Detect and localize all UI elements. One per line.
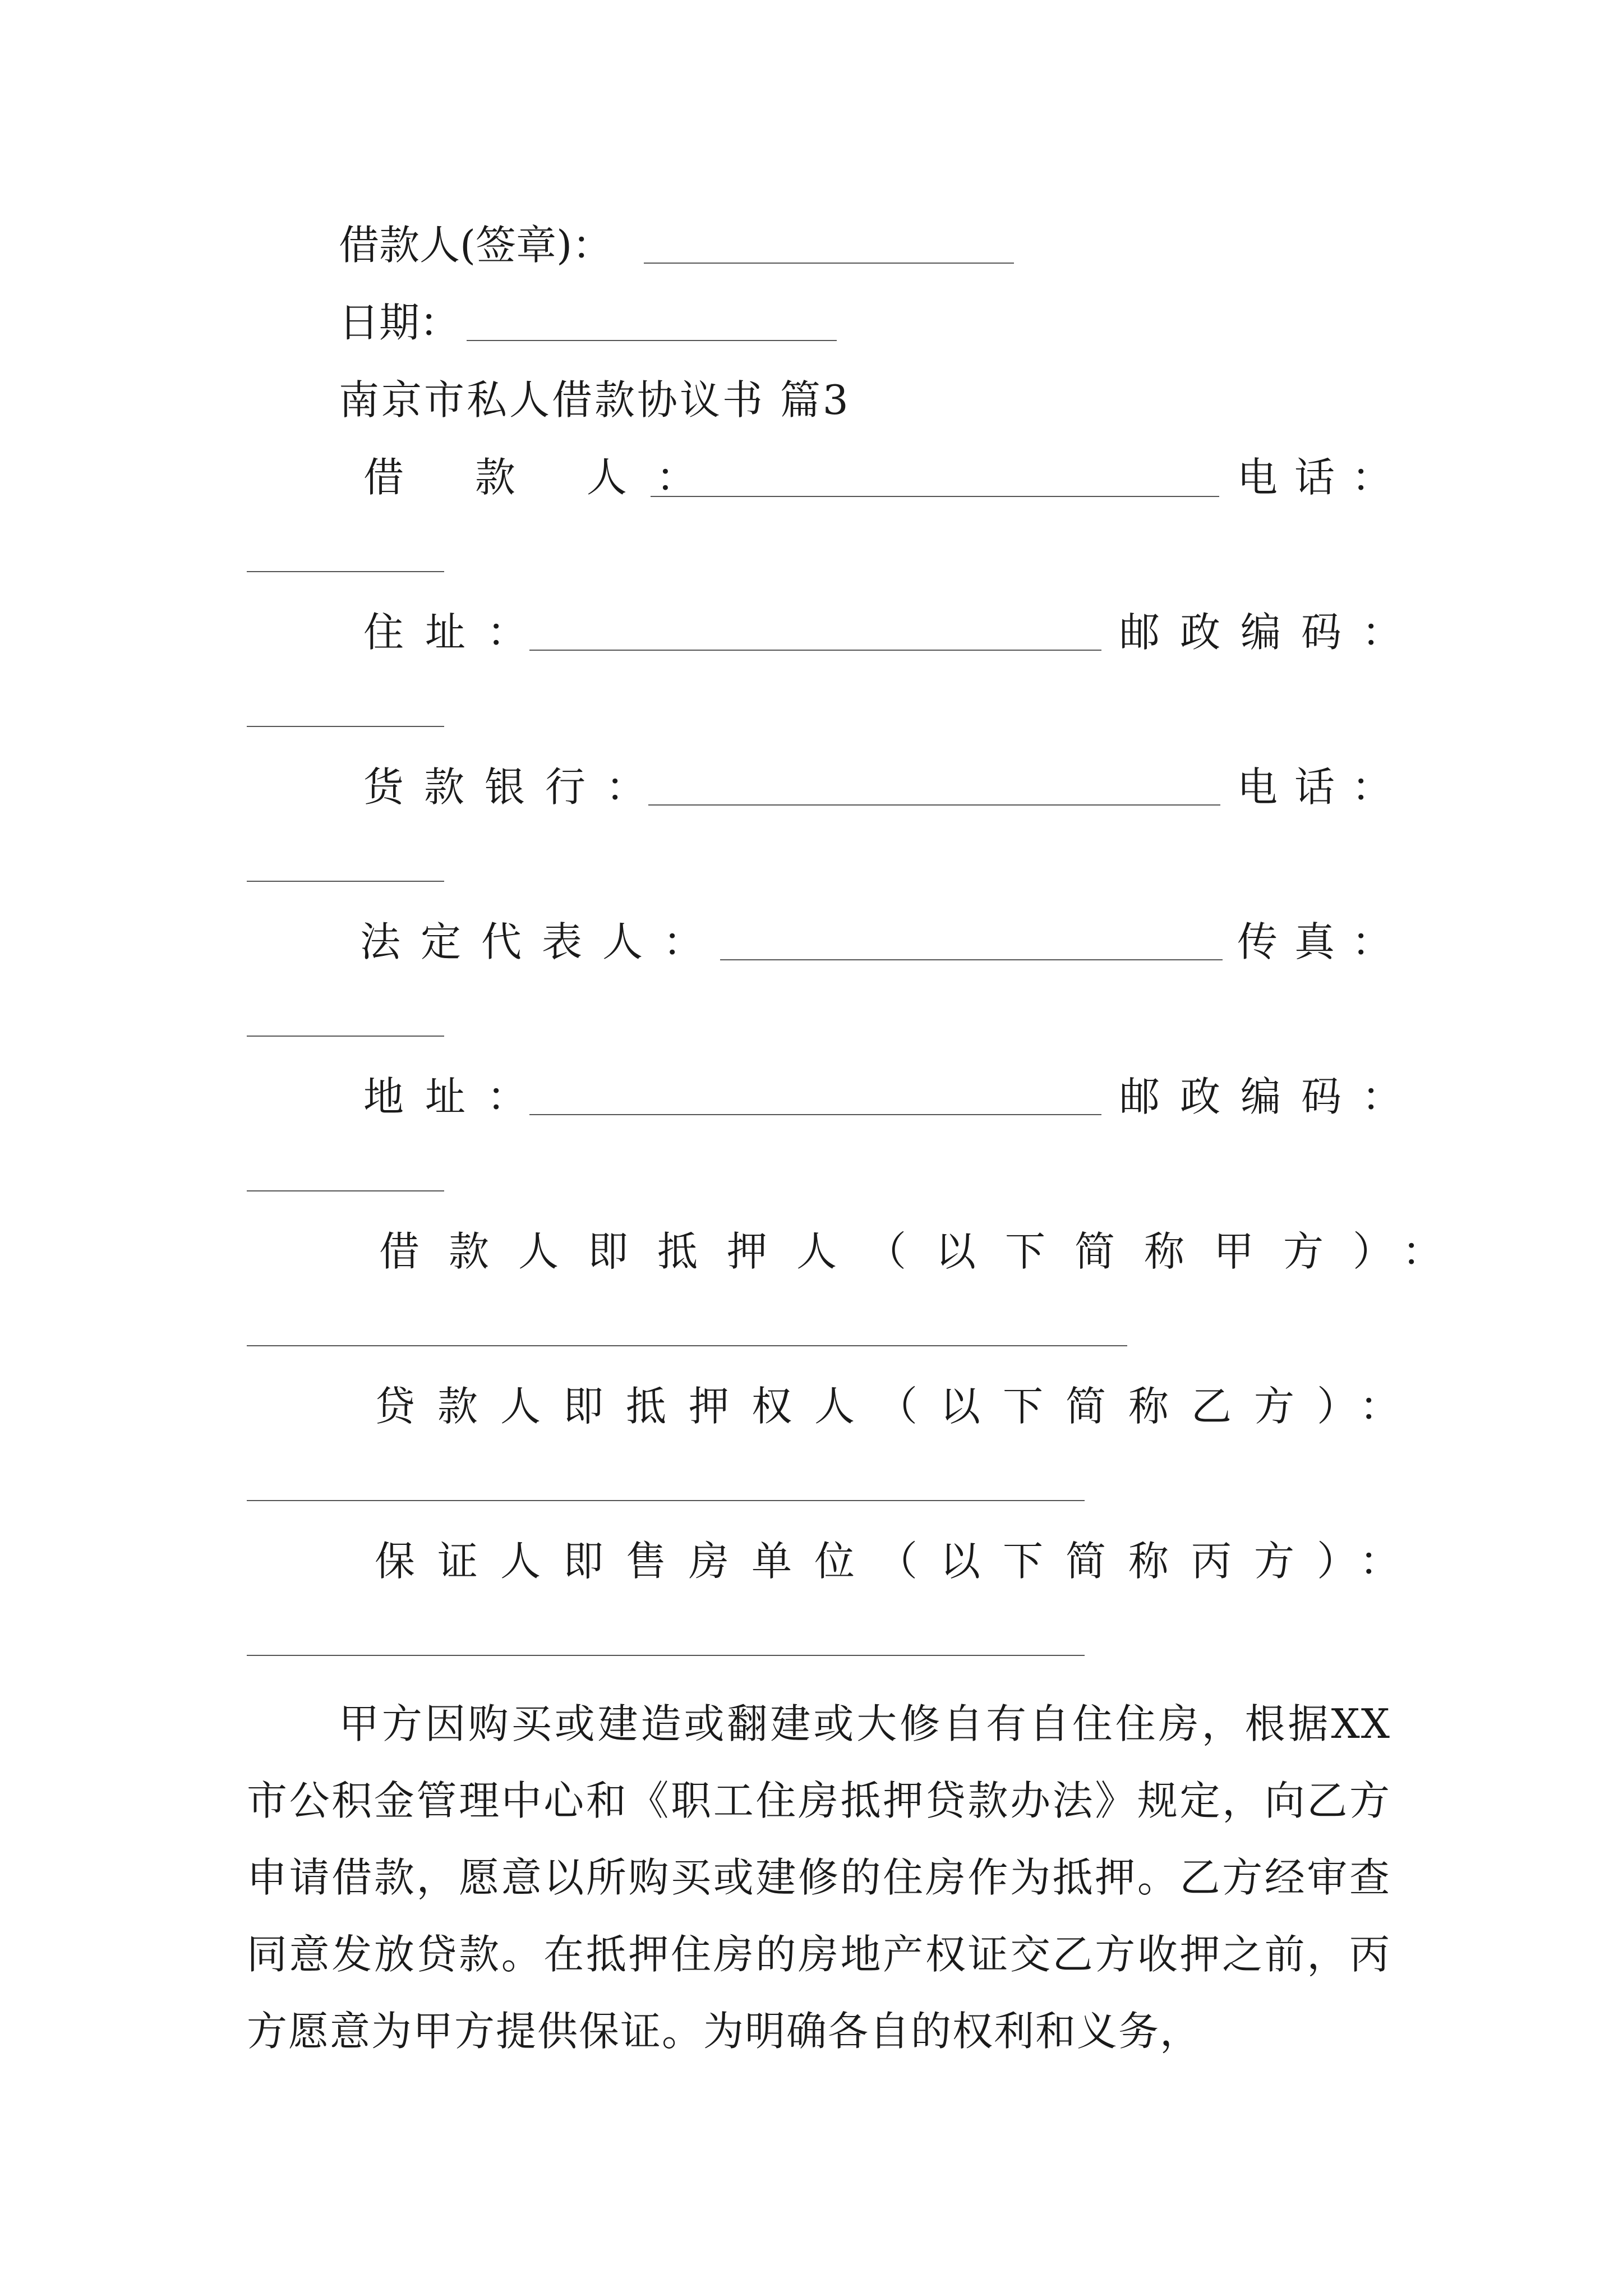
address-label-2: 地址： xyxy=(363,1073,549,1120)
phone-blank-1[interactable] xyxy=(247,571,444,572)
borrower-blank[interactable] xyxy=(651,496,1219,497)
phone-blank-2[interactable] xyxy=(247,881,444,882)
body-paragraph: 甲方因购买或建造或翻建或大修自有自住住房，根据XX市公积金管理中心和《职工住房抵押贷款办法》规定，向乙方申请借款，愿意以所购买或建修的住房作为抵押。乙方经审查同意发放贷款。在抵押住房的房地产权证交乙方收押之前，丙方愿意为甲方提供保证。为明确各自的权利和义务， xyxy=(247,1700,1391,2055)
phone-label-1: 电话： xyxy=(1237,454,1409,501)
party-b-blank[interactable] xyxy=(247,1500,1085,1501)
section-title: 南京市私人借款协议书 篇3 xyxy=(339,376,851,424)
postcode-blank-1[interactable] xyxy=(247,726,444,727)
postcode-label-1: 邮政编码： xyxy=(1119,609,1423,656)
party-c-blank[interactable] xyxy=(247,1655,1085,1656)
party-a-label: 借款人即抵押人（以下简称甲方）： xyxy=(379,1228,1472,1275)
borrower-signature-label: 借款人(签章)： xyxy=(339,222,613,269)
legal-rep-label: 法定代表人： xyxy=(360,918,724,965)
address-blank-2[interactable] xyxy=(529,1114,1101,1115)
borrower-signature-blank[interactable] xyxy=(644,263,1014,264)
legal-rep-blank[interactable] xyxy=(720,959,1223,960)
bank-label: 货款银行： xyxy=(363,763,667,811)
fax-blank[interactable] xyxy=(247,1036,444,1037)
party-b-label: 贷款人即抵押权人（以下简称乙方）： xyxy=(375,1383,1423,1430)
postcode-label-2: 邮政编码： xyxy=(1119,1073,1423,1120)
fax-label: 传真： xyxy=(1237,918,1409,965)
date-label: 日期： xyxy=(339,299,460,346)
address-blank-1[interactable] xyxy=(529,650,1101,651)
party-c-label: 保证人即售房单位（以下简称丙方）： xyxy=(375,1538,1423,1585)
date-blank[interactable] xyxy=(467,340,837,341)
bank-blank[interactable] xyxy=(648,804,1220,806)
party-a-blank[interactable] xyxy=(247,1345,1127,1346)
borrower-label: 借 款 人： xyxy=(363,454,726,501)
address-label-1: 住址： xyxy=(363,609,549,656)
phone-label-2: 电话： xyxy=(1237,763,1409,811)
postcode-blank-2[interactable] xyxy=(247,1190,444,1191)
